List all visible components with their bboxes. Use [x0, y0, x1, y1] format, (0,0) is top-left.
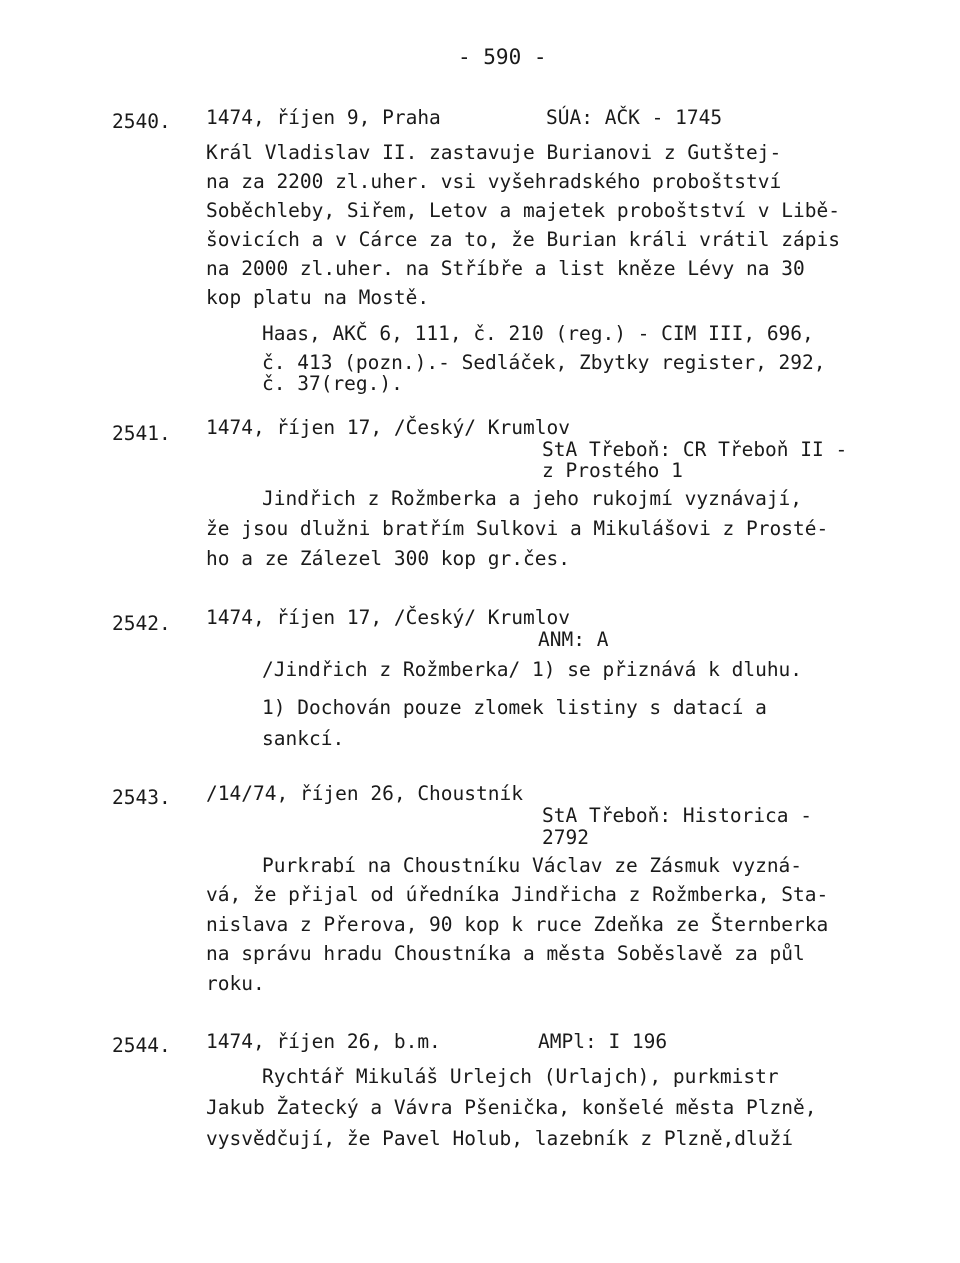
entry-text-line: nislava z Přerova, 90 kop k ruce Zdeňka ze Šternberka — [206, 913, 829, 936]
entry-date-place: /14/74, říjen 26, Choustník — [206, 782, 523, 805]
entry-text-line: vá, že přijal od úředníka Jindřicha z Rožmberka, Sta- — [206, 883, 829, 906]
entry-text-line: Soběchleby, Siřem, Letov a majetek proboštství v Libě- — [206, 199, 840, 222]
entry-date-place: 1474, říjen 17, /Český/ Krumlov — [206, 416, 570, 439]
entry-text-line: /Jindřich z Rožmberka/ 1) se přiznává k dluhu. — [262, 658, 803, 681]
page-number: - 590 - — [458, 45, 547, 69]
entry-text-line: šovicích a v Cárce za to, že Burian králi vrátil zápis — [206, 228, 840, 251]
entry-number: 2544. — [112, 1034, 171, 1057]
entry-text-line: Král Vladislav II. zastavuje Burianovi z Gutštej- — [206, 141, 782, 164]
footnote-line: 1) Dochován pouze zlomek listiny s datací a — [262, 696, 767, 719]
entry-text-line: že jsou dlužni bratřím Sulkovi a Mikulášovi z Prosté- — [206, 517, 829, 540]
entry-date-place: 1474, říjen 26, b.m. — [206, 1030, 441, 1053]
citation-line: Haas, AKČ 6, 111, č. 210 (reg.) - CIM III, 696, — [262, 322, 814, 345]
archive-reference: 2792 — [542, 826, 589, 849]
entry-number: 2542. — [112, 612, 171, 635]
archive-reference: z Prostého 1 — [542, 459, 683, 482]
entry-text-line: na za 2200 zl.uher. vsi vyšehradského proboštství — [206, 170, 782, 193]
entry-number: 2541. — [112, 422, 171, 445]
entry-text-line: roku. — [206, 972, 265, 995]
citation-line: č. 37(reg.). — [262, 372, 403, 395]
archive-reference: ANM: A — [538, 628, 609, 651]
entry-text-line: kop platu na Mostě. — [206, 286, 430, 309]
archive-reference: AMPl: I 196 — [538, 1030, 668, 1053]
entry-date-place: 1474, říjen 17, /Český/ Krumlov — [206, 606, 570, 629]
entry-text-line: na správu hradu Choustníka a města Soběslavě za půl — [206, 942, 805, 965]
entry-number: 2540. — [112, 110, 171, 133]
entry-number: 2543. — [112, 786, 171, 809]
entry-text-line: Jakub Žatecký a Vávra Pšenička, konšelé města Plzně, — [206, 1096, 817, 1119]
archive-reference: StA Třeboň: CR Třeboň II - — [542, 438, 848, 461]
entry-text-line: Rychtář Mikuláš Urlejch (Urlajch), purkmistr — [262, 1065, 779, 1088]
entry-date-place: 1474, říjen 9, Praha — [206, 106, 441, 129]
footnote-line: sankcí. — [262, 727, 345, 750]
archive-reference: StA Třeboň: Historica - — [542, 804, 813, 827]
entry-text-line: Jindřich z Rožmberka a jeho rukojmí vyznávají, — [262, 487, 803, 510]
citation-line: č. 413 (pozn.).- Sedláček, Zbytky register, 292, — [262, 351, 826, 374]
entry-text-line: na 2000 zl.uher. na Stříbře a list kněze Lévy na 30 — [206, 257, 805, 280]
entry-text-line: ho a ze Zálezel 300 kop gr.čes. — [206, 547, 570, 570]
archive-reference: SÚA: AČK - 1745 — [546, 106, 723, 129]
entry-text-line: vysvědčují, že Pavel Holub, lazebník z Plzně,dluží — [206, 1127, 793, 1150]
entry-text-line: Purkrabí na Choustníku Václav ze Zásmuk vyzná- — [262, 854, 803, 877]
